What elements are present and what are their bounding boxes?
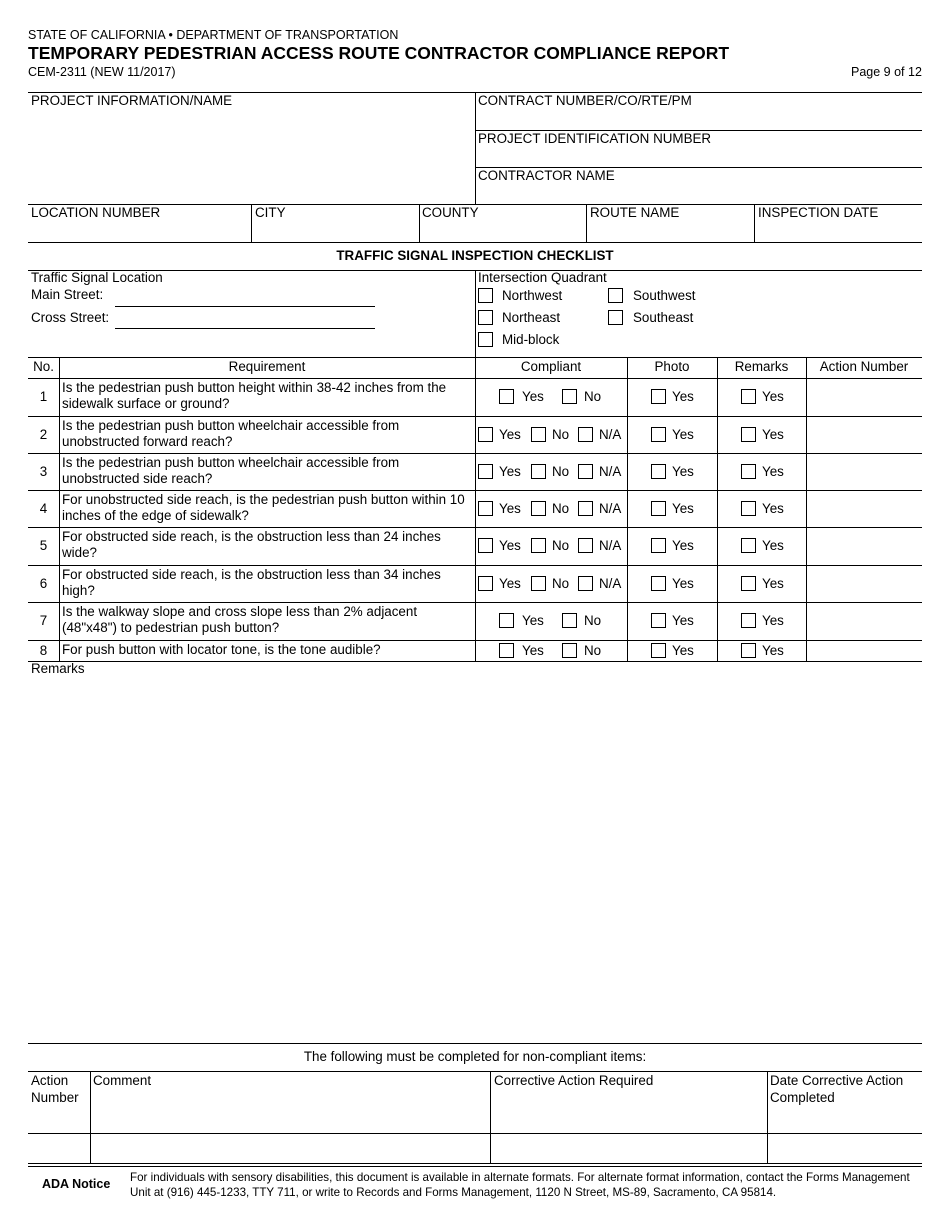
divider — [475, 92, 476, 204]
compliant-yes-checkbox[interactable] — [478, 576, 493, 591]
remarks-yes-checkbox[interactable] — [741, 613, 756, 628]
divider — [28, 242, 922, 243]
remarks-yes-checkbox[interactable] — [741, 464, 756, 479]
compliant-yes-label: Yes — [499, 538, 521, 553]
requirement-text: Is the pedestrian push button wheelchair accessible from unobstructed side reach? — [62, 455, 400, 486]
compliant-yes-checkbox[interactable] — [478, 464, 493, 479]
compliant-no-label: No — [552, 576, 570, 591]
action-number-input[interactable] — [807, 528, 921, 564]
compliant-no-label: No — [584, 643, 602, 658]
row-number: 4 — [39, 501, 48, 516]
divider — [251, 204, 252, 242]
compliant-no-checkbox[interactable] — [531, 427, 546, 442]
compliant-na-checkbox[interactable] — [578, 501, 593, 516]
remarks-area[interactable] — [28, 678, 922, 1038]
photo-yes-label: Yes — [672, 427, 694, 442]
date-completed-header-2: Completed — [770, 1090, 835, 1105]
compliant-yes-label: Yes — [499, 501, 521, 516]
divider — [475, 270, 476, 357]
row-number: 5 — [39, 538, 48, 553]
comment-input[interactable] — [91, 1134, 489, 1162]
compliant-no-label: No — [552, 501, 570, 516]
remarks-yes-label: Yes — [762, 613, 784, 628]
contractor-name-field[interactable]: CONTRACTOR NAME — [478, 168, 615, 183]
remarks-yes-label: Yes — [762, 389, 784, 404]
compliant-no-checkbox[interactable] — [562, 389, 577, 404]
ada-notice-label: ADA Notice — [42, 1177, 111, 1191]
corrective-action-header: Corrective Action Required — [494, 1073, 654, 1088]
action-number-input[interactable] — [807, 641, 921, 660]
divider — [28, 1043, 922, 1044]
action-number-header-2: Number — [31, 1090, 79, 1105]
remarks-yes-label: Yes — [762, 501, 784, 516]
action-number-input[interactable] — [807, 491, 921, 526]
compliant-na-checkbox[interactable] — [578, 427, 593, 442]
photo-yes-label: Yes — [672, 389, 694, 404]
compliant-yes-label: Yes — [522, 643, 544, 658]
remarks-yes-label: Yes — [762, 538, 784, 553]
remarks-label: Remarks — [31, 661, 85, 676]
form-title: TEMPORARY PEDESTRIAN ACCESS ROUTE CONTRACTOR COMPLIANCE REPORT — [28, 43, 730, 63]
row-number: 8 — [39, 643, 48, 658]
compliant-no-label: No — [584, 613, 602, 628]
compliant-no-label: No — [552, 427, 570, 442]
row-number: 2 — [39, 427, 48, 442]
column-header-remarks: Remarks — [734, 359, 789, 374]
divider — [28, 1071, 922, 1072]
requirement-text: Is the pedestrian push button wheelchair accessible from unobstructed forward reach? — [62, 418, 400, 449]
corrective-action-input[interactable] — [491, 1134, 766, 1162]
midblock-checkbox[interactable] — [478, 332, 493, 347]
compliant-no-label: No — [552, 538, 570, 553]
divider — [586, 204, 587, 242]
midblock-label: Mid-block — [502, 332, 560, 347]
photo-yes-label: Yes — [672, 501, 694, 516]
photo-yes-checkbox[interactable] — [651, 389, 666, 404]
action-number-input[interactable] — [29, 1134, 89, 1162]
photo-yes-checkbox[interactable] — [651, 613, 666, 628]
form-id: CEM-2311 (NEW 11/2017) — [28, 65, 176, 79]
remarks-yes-checkbox[interactable] — [741, 576, 756, 591]
compliant-yes-checkbox[interactable] — [478, 427, 493, 442]
compliant-yes-label: Yes — [499, 427, 521, 442]
location-number-field[interactable]: LOCATION NUMBER — [31, 205, 161, 220]
column-header-action: Action Number — [819, 359, 909, 374]
requirement-text: For obstructed side reach, is the obstruction less than 24 inches wide? — [62, 529, 441, 560]
divider — [59, 357, 60, 661]
row-number: 3 — [39, 464, 48, 479]
compliant-no-checkbox[interactable] — [531, 501, 546, 516]
action-number-input[interactable] — [807, 566, 921, 601]
compliant-yes-checkbox[interactable] — [478, 538, 493, 553]
signal-location-label: Traffic Signal Location — [31, 270, 163, 285]
divider — [754, 204, 755, 242]
quadrant-label: Intersection Quadrant — [478, 270, 607, 285]
compliant-no-checkbox[interactable] — [531, 576, 546, 591]
photo-yes-checkbox[interactable] — [651, 538, 666, 553]
cross-street-label: Cross Street: — [31, 310, 110, 325]
column-header-compliant: Compliant — [520, 359, 582, 374]
remarks-yes-label: Yes — [762, 464, 784, 479]
action-number-input[interactable] — [807, 603, 921, 639]
northwest-label: Northwest — [502, 288, 563, 303]
southeast-checkbox[interactable] — [608, 310, 623, 325]
compliant-no-label: No — [552, 464, 570, 479]
southwest-label: Southwest — [633, 288, 696, 303]
divider — [717, 357, 718, 661]
requirement-text: For push button with locator tone, is the tone audible? — [62, 642, 381, 657]
compliant-yes-checkbox[interactable] — [499, 643, 514, 658]
route-name-field[interactable]: ROUTE NAME — [590, 205, 680, 220]
compliant-na-label: N/A — [599, 501, 622, 516]
column-header-requirement: Requirement — [228, 359, 306, 374]
compliant-yes-checkbox[interactable] — [499, 389, 514, 404]
divider — [475, 357, 476, 661]
requirement-text: For obstructed side reach, is the obstruction less than 34 inches high? — [62, 567, 441, 598]
divider — [28, 1166, 922, 1167]
divider — [627, 357, 628, 661]
southeast-label: Southeast — [633, 310, 694, 325]
page-number: Page 9 of 12 — [851, 65, 922, 79]
northeast-checkbox[interactable] — [478, 310, 493, 325]
compliant-no-checkbox[interactable] — [531, 464, 546, 479]
compliant-na-label: N/A — [599, 576, 622, 591]
compliant-yes-label: Yes — [499, 576, 521, 591]
noncompliant-intro: The following must be completed for non-compliant items: — [303, 1049, 647, 1064]
compliant-yes-label: Yes — [522, 613, 544, 628]
county-field[interactable]: COUNTY — [422, 205, 479, 220]
compliant-yes-checkbox[interactable] — [478, 501, 493, 516]
cross-street-input[interactable] — [115, 328, 375, 329]
action-number-input[interactable] — [807, 417, 921, 452]
action-number-input[interactable] — [807, 454, 921, 489]
remarks-yes-checkbox[interactable] — [741, 427, 756, 442]
compliant-no-label: No — [584, 389, 602, 404]
photo-yes-label: Yes — [672, 464, 694, 479]
photo-yes-checkbox[interactable] — [651, 464, 666, 479]
southwest-checkbox[interactable] — [608, 288, 623, 303]
compliant-na-checkbox[interactable] — [578, 576, 593, 591]
compliant-na-label: N/A — [599, 538, 622, 553]
remarks-yes-label: Yes — [762, 427, 784, 442]
compliant-yes-label: Yes — [522, 389, 544, 404]
compliant-yes-checkbox[interactable] — [499, 613, 514, 628]
northeast-label: Northeast — [502, 310, 561, 325]
action-number-header: Action — [31, 1073, 69, 1088]
compliant-no-checkbox[interactable] — [562, 613, 577, 628]
divider — [28, 661, 922, 662]
requirement-text: Is the walkway slope and cross slope less than 2% adjacent (48"x48") to pedestrian push button? — [62, 604, 418, 635]
date-completed-input[interactable] — [768, 1134, 921, 1162]
northwest-checkbox[interactable] — [478, 288, 493, 303]
agency-name: STATE OF CALIFORNIA • DEPARTMENT OF TRANSPORTATION — [28, 28, 399, 42]
action-number-input[interactable] — [807, 379, 921, 415]
photo-yes-label: Yes — [672, 613, 694, 628]
compliant-na-checkbox[interactable] — [578, 538, 593, 553]
inspection-date-field[interactable]: INSPECTION DATE — [758, 205, 879, 220]
requirement-text: For unobstructed side reach, is the pedestrian push button within 10 inches of the edge of sidewalk? — [62, 492, 465, 523]
ada-notice-text: For individuals with sensory disabilities, this document is available in alternate formats. For alternate format information, contact the Forms Management Unit at (916) 445-1233, TTY 711, or write to Records and Forms Management, 1120 N Street, MS-89, Sacramento, CA 95814. — [130, 1171, 910, 1199]
remarks-yes-label: Yes — [762, 643, 784, 658]
date-completed-header: Date Corrective Action — [770, 1073, 904, 1088]
divider — [419, 204, 420, 242]
city-field[interactable]: CITY — [255, 205, 286, 220]
project-id-field[interactable]: PROJECT IDENTIFICATION NUMBER — [478, 131, 712, 146]
photo-yes-checkbox[interactable] — [651, 643, 666, 658]
comment-header: Comment — [93, 1073, 152, 1088]
requirement-text: Is the pedestrian push button height within 38-42 inches from the sidewalk surface or ground? — [62, 380, 447, 411]
main-street-input[interactable] — [115, 306, 375, 307]
photo-yes-label: Yes — [672, 643, 694, 658]
compliant-no-checkbox[interactable] — [531, 538, 546, 553]
photo-yes-checkbox[interactable] — [651, 576, 666, 591]
divider — [28, 1163, 922, 1164]
main-street-label: Main Street: — [31, 287, 104, 302]
compliant-na-label: N/A — [599, 464, 622, 479]
photo-yes-checkbox[interactable] — [651, 427, 666, 442]
row-number: 7 — [39, 613, 48, 628]
remarks-yes-checkbox[interactable] — [741, 501, 756, 516]
column-header-no: No. — [33, 359, 54, 374]
compliant-na-label: N/A — [599, 427, 622, 442]
compliant-no-checkbox[interactable] — [562, 643, 577, 658]
contract-number-field[interactable]: CONTRACT NUMBER/CO/RTE/PM — [478, 93, 692, 108]
row-number: 6 — [39, 576, 48, 591]
photo-yes-checkbox[interactable] — [651, 501, 666, 516]
photo-yes-label: Yes — [672, 576, 694, 591]
remarks-yes-checkbox[interactable] — [741, 643, 756, 658]
checklist-title: TRAFFIC SIGNAL INSPECTION CHECKLIST — [336, 248, 614, 263]
project-info-field[interactable]: PROJECT INFORMATION/NAME — [31, 93, 233, 108]
photo-yes-label: Yes — [672, 538, 694, 553]
column-header-photo: Photo — [654, 359, 690, 374]
compliant-yes-label: Yes — [499, 464, 521, 479]
row-number: 1 — [39, 389, 48, 404]
remarks-yes-label: Yes — [762, 576, 784, 591]
compliant-na-checkbox[interactable] — [578, 464, 593, 479]
remarks-yes-checkbox[interactable] — [741, 389, 756, 404]
remarks-yes-checkbox[interactable] — [741, 538, 756, 553]
